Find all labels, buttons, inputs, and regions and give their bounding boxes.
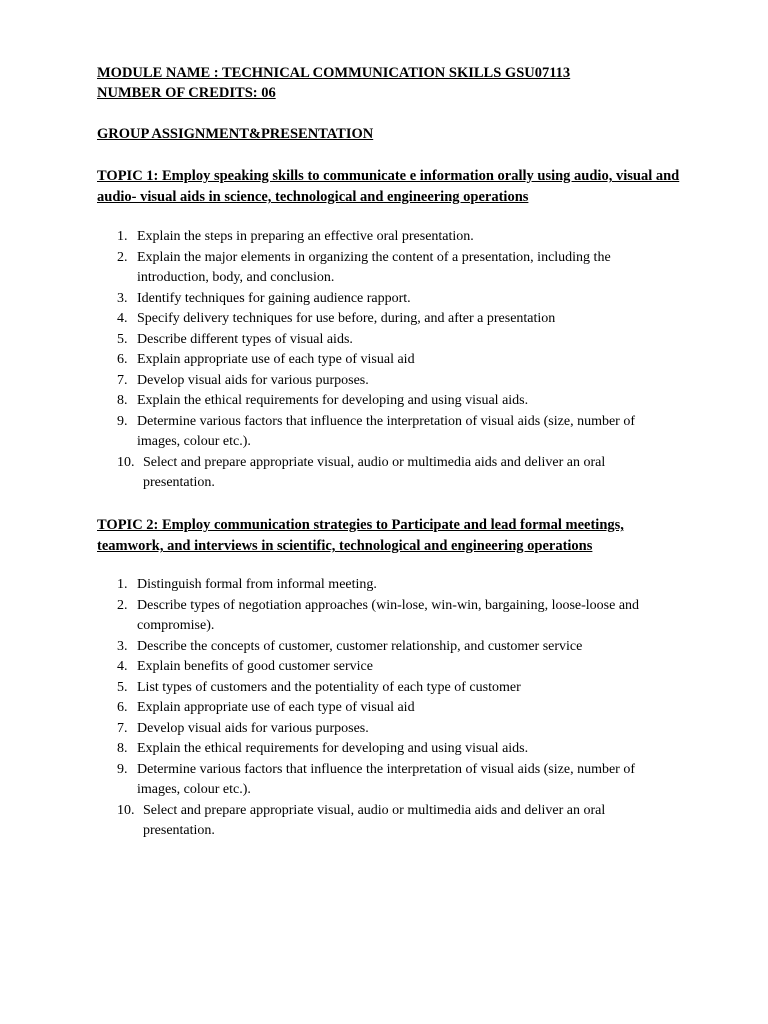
item-text: Identify techniques for gaining audience rapport. bbox=[137, 290, 411, 306]
item-number: 2. bbox=[117, 249, 128, 265]
topic-1-title: TOPIC 1: Employ speaking skills to communicate e information orally using audio, visual and audio- visual aids in science, technological and engineering operations bbox=[97, 168, 680, 205]
item-number: 1. bbox=[117, 229, 128, 244]
list-item bbox=[117, 227, 677, 248]
item-text: Explain appropriate use of each type of visual aid bbox=[137, 700, 415, 715]
item-text: Distinguish formal from informal meeting. bbox=[137, 577, 377, 592]
credits-heading: NUMBER OF CREDITS: 06 bbox=[97, 85, 276, 101]
item-text: Select and prepare appropriate visual, audio or multimedia aids and deliver an oral presentation. bbox=[143, 454, 606, 490]
item-text: Describe the concepts of customer, customer relationship, and customer service bbox=[137, 638, 583, 654]
item-text: Explain the ethical requirements for developing and using visual aids. bbox=[137, 741, 529, 756]
item-text: Select and prepare appropriate visual, audio or multimedia aids and deliver an oral presentation. bbox=[143, 802, 606, 838]
item-text: List types of customers and the potentiality of each type of customer bbox=[137, 679, 521, 695]
list-item bbox=[117, 760, 677, 801]
list-item bbox=[117, 698, 677, 719]
list-item bbox=[117, 350, 677, 371]
list-item bbox=[117, 596, 677, 637]
item-number: 4. bbox=[117, 659, 128, 674]
item-text: Explain the ethical requirements for developing and using visual aids. bbox=[137, 393, 529, 408]
list-item bbox=[117, 801, 677, 842]
item-text: Determine various factors that influence the interpretation of visual aids (size, number of images, colour etc.). bbox=[137, 413, 635, 449]
item-number: 10. bbox=[117, 454, 135, 470]
item-number: 8. bbox=[117, 741, 128, 756]
topic-2-list bbox=[117, 575, 677, 842]
topic-2-title: TOPIC 2: Employ communication strategies to Participate and lead formal meetings, teamwork, and interviews in scientific, technological and engineering operations bbox=[97, 517, 624, 554]
list-item bbox=[117, 678, 677, 699]
item-text: Develop visual aids for various purposes. bbox=[137, 372, 369, 388]
item-text: Determine various factors that influence the interpretation of visual aids (size, number of images, colour etc.). bbox=[137, 761, 635, 797]
item-text: Describe different types of visual aids. bbox=[137, 331, 353, 347]
item-number: 7. bbox=[117, 372, 128, 388]
item-text: Explain the steps in preparing an effective oral presentation. bbox=[137, 229, 474, 244]
item-number: 10. bbox=[117, 802, 135, 818]
item-number: 6. bbox=[117, 700, 128, 715]
item-text: Explain benefits of good customer service bbox=[137, 659, 373, 674]
item-number: 9. bbox=[117, 413, 128, 429]
item-number: 3. bbox=[117, 638, 128, 654]
list-item bbox=[117, 330, 677, 351]
item-number: 9. bbox=[117, 761, 128, 777]
list-item bbox=[117, 289, 677, 310]
item-text: Specify delivery techniques for use before, during, and after a presentation bbox=[137, 311, 556, 326]
item-number: 4. bbox=[117, 311, 128, 326]
item-text: Explain the major elements in organizing the content of a presentation, including the introduction, body, and conclusion. bbox=[137, 249, 611, 285]
list-item bbox=[117, 248, 677, 289]
item-number: 5. bbox=[117, 679, 128, 695]
item-number: 3. bbox=[117, 290, 128, 306]
assignment-heading: GROUP ASSIGNMENT&PRESENTATION bbox=[97, 126, 374, 142]
list-item bbox=[117, 453, 677, 494]
item-number: 2. bbox=[117, 597, 128, 613]
list-item bbox=[117, 637, 677, 658]
item-text: Explain appropriate use of each type of visual aid bbox=[137, 352, 415, 367]
item-number: 1. bbox=[117, 577, 128, 592]
item-number: 7. bbox=[117, 720, 128, 736]
item-number: 6. bbox=[117, 352, 128, 367]
topic-1-list bbox=[117, 227, 677, 494]
list-item bbox=[117, 719, 677, 740]
item-number: 8. bbox=[117, 393, 128, 408]
list-item bbox=[117, 391, 677, 412]
list-item bbox=[117, 412, 677, 453]
list-item bbox=[117, 575, 677, 596]
module-name-heading: MODULE NAME : TECHNICAL COMMUNICATION SKILLS GSU07113 bbox=[97, 65, 571, 81]
item-number: 5. bbox=[117, 331, 128, 347]
item-text: Describe types of negotiation approaches (win-lose, win-win, bargaining, loose-loose and compromise). bbox=[137, 597, 640, 633]
list-item bbox=[117, 309, 677, 330]
list-item bbox=[117, 739, 677, 760]
list-item bbox=[117, 657, 677, 678]
item-text: Develop visual aids for various purposes. bbox=[137, 720, 369, 736]
list-item bbox=[117, 371, 677, 392]
